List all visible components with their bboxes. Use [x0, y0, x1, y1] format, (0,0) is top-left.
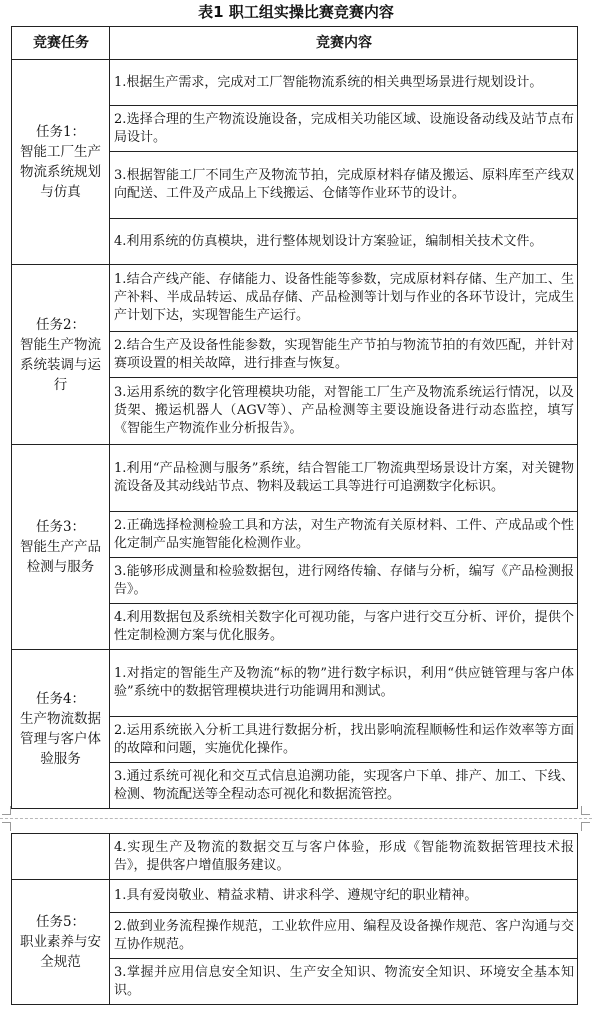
task-item: 1.具有爱岗敬业、精益求精、讲求科学、遵规守纪的职业精神。 — [110, 880, 578, 913]
task-item: 2.运用系统嵌入分析工具进行数据分析，找出影响流程顺畅性和运作效率等方面的故障和问题，实施优化操作。 — [110, 717, 578, 763]
task-name-2: 任务2： 智能生产物流系统装调与运行 — [12, 265, 110, 445]
task-item: 4.实现生产及物流的数据交互与客户体验，形成《智能物流数据管理技术报告》，提供客户增值服务建议。 — [110, 834, 578, 880]
table-row — [12, 445, 578, 512]
task-item: 3.通过系统可视化和交互式信息追溯功能，实现客户下单、排产、加工、下线、检测、物流配送等全程动态可视化和数据流管控。 — [110, 763, 578, 809]
task-item: 2.结合生产及设备性能参数，实现智能生产节拍与物流节拍的有效匹配，并针对赛项设置的相关故障，进行排查与恢复。 — [110, 332, 578, 378]
table-row — [12, 650, 578, 717]
page-corner-mark — [2, 822, 11, 831]
task-item: 4.利用数据包及系统相关数字化可视功能，与客户进行交互分析、评价，提供个性定制检测方案与优化服务。 — [110, 604, 578, 650]
table-title: 表1 职工组实操比赛竞赛内容 — [198, 3, 394, 21]
task-item: 3.掌握并应用信息安全知识、生产安全知识、物流安全知识、环境安全基本知识。 — [110, 959, 578, 1005]
task-item: 2.选择合理的生产物流设施设备，完成相关功能区域、设施设备动线及站节点布局设计。 — [110, 106, 578, 152]
task-item: 2.正确选择检测检验工具和方法，对生产物流有关原材料、工件、产成品或个性化定制产品实施智能化检测作业。 — [110, 512, 578, 558]
task-name-4: 任务4： 生产物流数据管理与客户体验服务 — [12, 650, 110, 809]
table-row — [12, 60, 578, 106]
task-item: 1.结合产线产能、存储能力、设备性能等参数，完成原材料存储、生产加工、生产补料、半成品转运、成品存储、产品检测等计划与作业的各环节设计，完成生产计划下达，实现智能生产运行。 — [110, 265, 578, 332]
competition-content-table — [11, 26, 578, 809]
table-row — [12, 880, 578, 913]
task-item: 3.根据智能工厂不同生产及物流节拍，完成原材料存储及搬运、原料库至产线双向配送、工件及产成品上下线搬运、仓储等作业环节的设计。 — [110, 152, 578, 219]
task-item: 4.利用系统的仿真模块，进行整体规划设计方案验证，编制相关技术文件。 — [110, 219, 578, 265]
header-content: 竞赛内容 — [110, 27, 578, 60]
task-item: 2.做到业务流程操作规范，工业软件应用、编程及设备操作规范、客户沟通与交互协作规范。 — [110, 913, 578, 959]
table-row — [12, 265, 578, 332]
table-row — [12, 834, 578, 880]
task-item: 3.能够形成测量和检验数据包，进行网络传输、存储与分析，编写《产品检测报告》。 — [110, 558, 578, 604]
page-corner-mark — [2, 806, 11, 815]
task-item: 1.根据生产需求，完成对工厂智能物流系统的相关典型场景进行规划设计。 — [110, 60, 578, 106]
task-name-4-continued — [12, 834, 110, 880]
task-item: 1.利用“产品检测与服务”系统，结合智能工厂物流典型场景设计方案，对关键物流设备及其动线站节点、物料及载运工具等进行可追溯数字化标识。 — [110, 445, 578, 512]
task-name-3: 任务3： 智能生产产品检测与服务 — [12, 445, 110, 650]
header-task: 竞赛任务 — [12, 27, 110, 60]
page-corner-mark — [581, 822, 590, 831]
competition-content-table-continued — [11, 833, 578, 1005]
task-name-5: 任务5： 职业素养与安全规范 — [12, 880, 110, 1005]
task-name-1: 任务1： 智能工厂生产物流系统规划与仿真 — [12, 60, 110, 265]
page-break-divider — [0, 818, 592, 819]
table-header-row — [12, 27, 578, 60]
task-item: 3.运用系统的数字化管理模块功能，对智能工厂生产及物流系统运行情况，以及货架、搬运机器人（AGV等）、产品检测等主要设施设备进行动态监控，填写《智能生产物流作业分析报告》。 — [110, 378, 578, 445]
task-item: 1.对指定的智能生产及物流“标的物”进行数字标识，利用“供应链管理与客户体验”系统中的数据管理模块进行功能调用和测试。 — [110, 650, 578, 717]
page-corner-mark — [581, 806, 590, 815]
